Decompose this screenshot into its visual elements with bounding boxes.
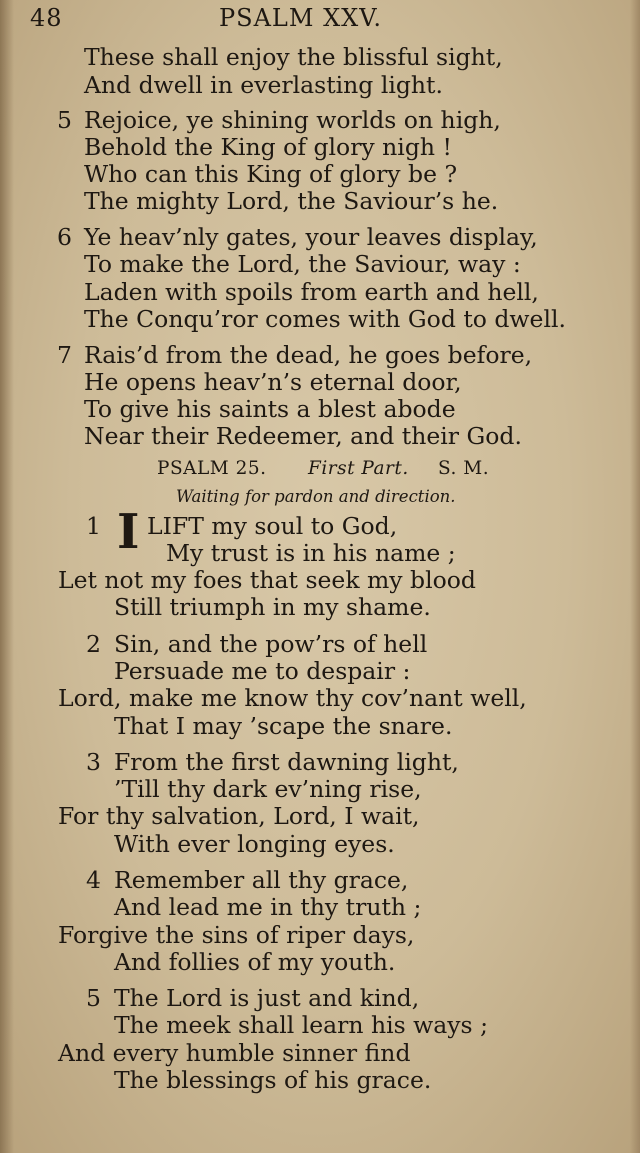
part-heading: First Part. bbox=[308, 458, 409, 479]
verse-line: Let not my foes that seek my blood bbox=[58, 566, 476, 594]
verse-line: Behold the King of glory nigh ! bbox=[84, 133, 452, 161]
page-edge-shadow bbox=[0, 0, 14, 1153]
stanza-number: 5 bbox=[57, 106, 72, 134]
verse-line: These shall enjoy the blissful sight, bbox=[84, 43, 503, 71]
verse-line: My trust is in his name ; bbox=[166, 539, 456, 567]
stanza-number: 2 bbox=[86, 630, 101, 658]
verse-line: And lead me in thy truth ; bbox=[114, 893, 422, 921]
verse-line: ’Till thy dark ev’ning rise, bbox=[114, 775, 422, 803]
verse-line: The meek shall learn his ways ; bbox=[114, 1011, 489, 1039]
verse-line: Who can this King of glory be ? bbox=[84, 160, 458, 188]
stanza-number: 7 bbox=[57, 341, 72, 369]
verse-line: Rais’d from the dead, he goes before, bbox=[84, 341, 533, 369]
verse-line: Lord, make me know thy cov’nant well, bbox=[58, 684, 527, 712]
verse-line: To give his saints a blest abode bbox=[84, 395, 456, 423]
verse-line: The Lord is just and kind, bbox=[114, 984, 420, 1012]
verse-line: That I may ’scape the snare. bbox=[114, 712, 453, 740]
verse-line: The blessings of his grace. bbox=[114, 1066, 432, 1094]
psalm-heading: PSALM 25. bbox=[157, 458, 267, 479]
verse-line: Remember all thy grace, bbox=[114, 866, 409, 894]
stanza-number: 5 bbox=[86, 984, 101, 1012]
verse-line: Persuade me to despair : bbox=[114, 657, 411, 685]
stanza-number: 4 bbox=[86, 866, 101, 894]
verse-line: And follies of my youth. bbox=[114, 948, 396, 976]
verse-line: LIFT my soul to God, bbox=[147, 512, 398, 540]
stanza-number: 1 bbox=[86, 512, 101, 540]
page-title: PSALM XXV. bbox=[219, 4, 382, 32]
verse-line: The mighty Lord, the Saviour’s he. bbox=[84, 187, 499, 215]
verse-line: The Conqu’ror comes with God to dwell. bbox=[84, 305, 566, 333]
verse-line: He opens heav’n’s eternal door, bbox=[84, 368, 462, 396]
verse-line: Laden with spoils from earth and hell, bbox=[84, 278, 539, 306]
page-edge-shadow bbox=[630, 0, 640, 1153]
stanza-number: 6 bbox=[57, 223, 72, 251]
verse-line: Sin, and the pow’rs of hell bbox=[114, 630, 428, 658]
verse-line: Still triumph in my shame. bbox=[114, 593, 431, 621]
verse-line: And every humble sinner find bbox=[58, 1039, 411, 1067]
verse-line: Forgive the sins of riper days, bbox=[58, 921, 415, 949]
hymn-subtitle: Waiting for pardon and direction. bbox=[176, 487, 456, 506]
verse-line: Near their Redeemer, and their God. bbox=[84, 422, 522, 450]
stanza-number: 3 bbox=[86, 748, 101, 776]
verse-line: With ever longing eyes. bbox=[114, 830, 395, 858]
verse-line: And dwell in everlasting light. bbox=[84, 71, 443, 99]
verse-line: To make the Lord, the Saviour, way : bbox=[84, 250, 521, 278]
page-number: 48 bbox=[30, 4, 63, 32]
verse-line: From the first dawning light, bbox=[114, 748, 459, 776]
drop-cap: I bbox=[117, 504, 140, 560]
verse-line: Ye heav’nly gates, your leaves display, bbox=[84, 223, 538, 251]
verse-line: For thy salvation, Lord, I wait, bbox=[58, 802, 420, 830]
meter-heading: S. M. bbox=[438, 458, 490, 479]
verse-line: Rejoice, ye shining worlds on high, bbox=[84, 106, 501, 134]
